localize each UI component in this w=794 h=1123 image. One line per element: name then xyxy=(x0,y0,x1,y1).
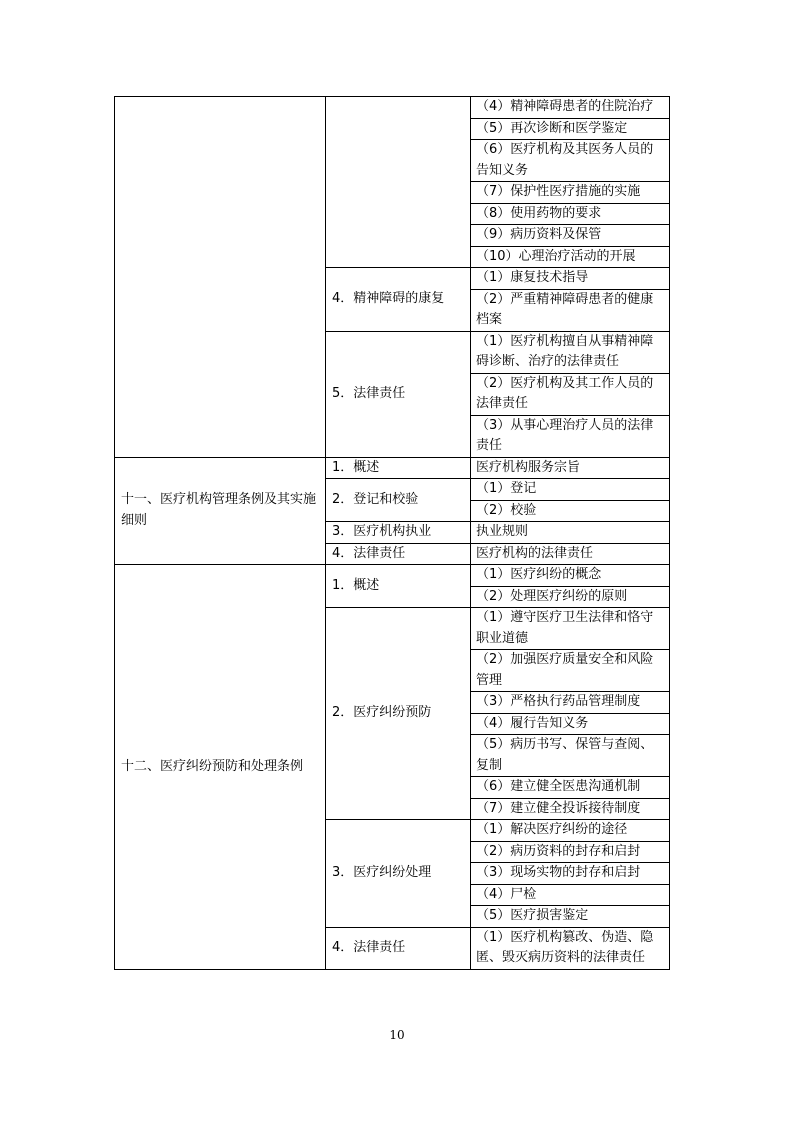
point-cell: （9）病历资料及保管 xyxy=(471,225,670,247)
table-row xyxy=(115,565,670,587)
point-cell: （1）医疗机构擅自从事精神障碍诊断、治疗的法律责任 xyxy=(471,331,670,373)
unit-cell: 4．法律责任 xyxy=(326,543,471,565)
section-cell: 十一、医疗机构管理条例及其实施细则 xyxy=(115,457,326,565)
unit-cell: 4．法律责任 xyxy=(326,927,471,969)
point-cell: （5）再次诊断和医学鉴定 xyxy=(471,118,670,140)
point-cell: （1）登记 xyxy=(471,479,670,501)
point-cell: （4）履行告知义务 xyxy=(471,713,670,735)
point-cell: 医疗机构的法律责任 xyxy=(471,543,670,565)
point-cell: （5）病历书写、保管与查阅、复制 xyxy=(471,735,670,777)
point-cell: （7）建立健全投诉接待制度 xyxy=(471,798,670,820)
table-row xyxy=(115,97,670,119)
point-cell: （1）医疗纠纷的概念 xyxy=(471,565,670,587)
syllabus-table xyxy=(114,96,670,970)
point-cell: （4）尸检 xyxy=(471,884,670,906)
table-row xyxy=(115,457,670,479)
point-cell: 医疗机构服务宗旨 xyxy=(471,457,670,479)
unit-cell: 1．概述 xyxy=(326,565,471,608)
point-cell: （10）心理治疗活动的开展 xyxy=(471,246,670,268)
unit-cell: 5．法律责任 xyxy=(326,331,471,457)
point-cell: （4）精神障碍患者的住院治疗 xyxy=(471,97,670,119)
point-cell: 执业规则 xyxy=(471,522,670,544)
point-cell: （1）康复技术指导 xyxy=(471,268,670,290)
page-number: 10 xyxy=(389,1028,405,1042)
point-cell: （3）从事心理治疗人员的法律责任 xyxy=(471,415,670,457)
point-cell: （1）解决医疗纠纷的途径 xyxy=(471,820,670,842)
point-cell: （6）建立健全医患沟通机制 xyxy=(471,777,670,799)
point-cell: （3）严格执行药品管理制度 xyxy=(471,692,670,714)
point-cell: （2）病历资料的封存和启封 xyxy=(471,841,670,863)
point-cell: （2）加强医疗质量安全和风险管理 xyxy=(471,650,670,692)
point-cell: （6）医疗机构及其医务人员的告知义务 xyxy=(471,140,670,182)
point-cell: （2）处理医疗纠纷的原则 xyxy=(471,586,670,608)
section-cell xyxy=(115,97,326,458)
point-cell: （2）校验 xyxy=(471,500,670,522)
point-cell: （5）医疗损害鉴定 xyxy=(471,906,670,928)
unit-cell: 2．医疗纠纷预防 xyxy=(326,608,471,820)
unit-cell xyxy=(326,97,471,268)
point-cell: （2）严重精神障碍患者的健康档案 xyxy=(471,289,670,331)
section-cell: 十二、医疗纠纷预防和处理条例 xyxy=(115,565,326,970)
point-cell: （1）遵守医疗卫生法律和恪守职业道德 xyxy=(471,608,670,650)
unit-cell: 4．精神障碍的康复 xyxy=(326,268,471,332)
point-cell: （1）医疗机构篡改、伪造、隐匿、毁灭病历资料的法律责任 xyxy=(471,927,670,969)
unit-cell: 1．概述 xyxy=(326,457,471,479)
point-cell: （8）使用药物的要求 xyxy=(471,203,670,225)
point-cell: （3）现场实物的封存和启封 xyxy=(471,863,670,885)
unit-cell: 3．医疗纠纷处理 xyxy=(326,820,471,928)
point-cell: （7）保护性医疗措施的实施 xyxy=(471,182,670,204)
point-cell: （2）医疗机构及其工作人员的法律责任 xyxy=(471,373,670,415)
unit-cell: 3．医疗机构执业 xyxy=(326,522,471,544)
unit-cell: 2．登记和校验 xyxy=(326,479,471,522)
